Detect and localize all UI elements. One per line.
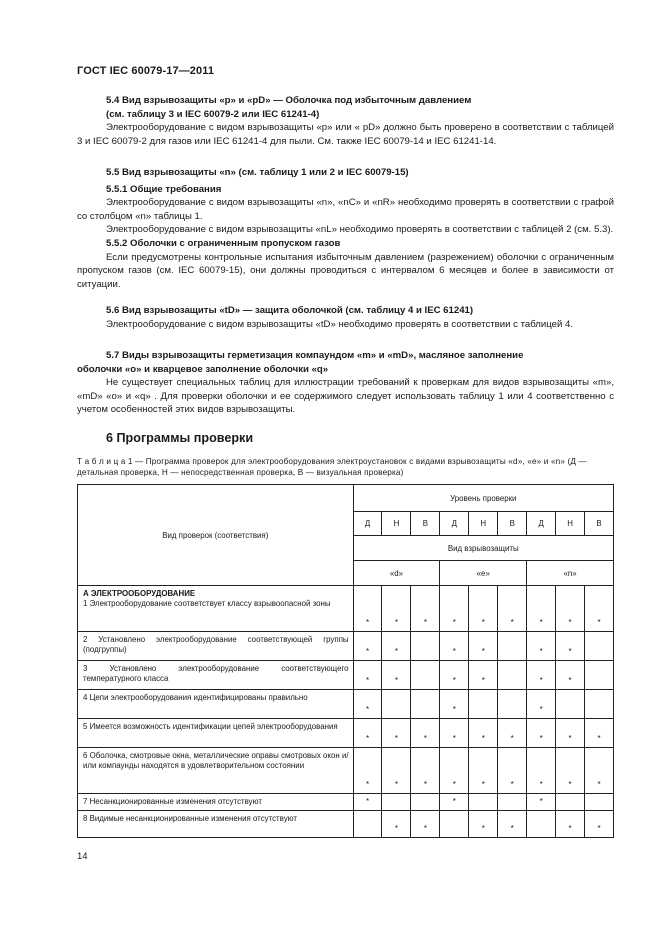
section-a-heading: А ЭЛЕКТРООБОРУДОВАНИЕ <box>83 589 196 598</box>
check-mark: * <box>469 748 498 794</box>
level-code: Д <box>527 512 556 536</box>
table-row <box>78 719 614 748</box>
check-mark: * <box>411 811 440 838</box>
level-code: Н <box>382 512 411 536</box>
table-caption: Т а б л и ц а 1 — Программа проверок для электрооборудования электроустановок с видами взрывозащиты «d», «е» и «n» (Д — детальная проверка, Н — непосредственная проверка, В — визуальная проверка) <box>77 457 587 478</box>
check-mark: * <box>556 661 585 690</box>
check-mark: * <box>469 811 498 838</box>
section-5-7-heading-cont: оболочки «о» и кварцевое заполнение оболочки «q» <box>77 363 329 375</box>
empty-cell <box>411 794 440 811</box>
section-5-7-heading: 5.7 Виды взрывозащиты герметизация компаундом «m» и «mD», масляное заполнение <box>106 350 524 361</box>
empty-cell <box>382 794 411 811</box>
check-mark: * <box>411 719 440 748</box>
table-row <box>78 690 614 719</box>
empty-cell <box>527 811 556 838</box>
table-row <box>78 661 614 690</box>
check-item-text: 6 Оболочка, смотровые окна, металлические оправы смотровых окон и/или компаунды находятся в удовлетворительном состоянии <box>83 751 349 771</box>
check-item-text: 5 Имеется возможность идентификации цепей электрооборудования <box>83 722 338 731</box>
level-code: Н <box>469 512 498 536</box>
level-code: Д <box>353 512 382 536</box>
check-mark: * <box>527 632 556 661</box>
check-mark: * <box>353 794 382 811</box>
check-mark: * <box>353 748 382 794</box>
check-mark: * <box>382 632 411 661</box>
table-row <box>78 794 614 811</box>
section-5-6-heading: 5.6 Вид взрывозащиты «tD» — защита оболочкой (см. таблицу 4 и IEC 61241) <box>106 305 474 316</box>
check-mark: * <box>527 661 556 690</box>
empty-cell <box>411 690 440 719</box>
section-5-4-heading: 5.4 Вид взрывозащиты «р» и «pD» — Оболочка под избыточным давлением <box>106 95 472 106</box>
check-mark: * <box>353 661 382 690</box>
check-item-text: 3 Установлено электрооборудование соответствующего температурного класса <box>83 664 349 684</box>
protection-type-e: «е» <box>440 561 527 586</box>
check-item <box>78 690 354 719</box>
section-5-7-text: Не существует специальных таблиц для иллюстрации требований к проверкам для видов взрывозащиты «m», «mD» «о» и «q» . Для проверки оболочки и ее содержимого следует использовать таблицу 1 или 4 соответственно с учетом особенностей этих видов взрывозащиты. <box>77 377 614 416</box>
check-mark: * <box>353 586 382 632</box>
level-header: Уровень проверки <box>353 485 613 512</box>
check-mark: * <box>498 748 527 794</box>
section-5-5 <box>77 166 614 291</box>
section-5-5-heading: 5.5 Вид взрывозащиты «n» (см. таблицу 1 или 2 и IEC 60079-15) <box>106 167 409 178</box>
check-mark: * <box>498 586 527 632</box>
check-mark: * <box>411 586 440 632</box>
empty-cell <box>440 811 469 838</box>
empty-cell <box>498 690 527 719</box>
check-type-header: Вид проверок (соответствия) <box>78 485 354 586</box>
section-6-heading: 6 Программы проверки <box>106 431 254 445</box>
check-mark: * <box>556 811 585 838</box>
check-mark: * <box>527 719 556 748</box>
protection-type-d: «d» <box>353 561 440 586</box>
check-item-text: 2 Установлено электрооборудование соответствующей группы (подгруппы) <box>83 635 349 655</box>
empty-cell <box>556 690 585 719</box>
check-mark: * <box>382 719 411 748</box>
table-row <box>78 811 614 838</box>
empty-cell <box>411 632 440 661</box>
section-5-5-2-heading: 5.5.2 Оболочки с ограниченным пропуском газов <box>106 237 341 249</box>
check-mark: * <box>440 719 469 748</box>
check-mark: * <box>382 661 411 690</box>
empty-cell <box>498 661 527 690</box>
check-mark: * <box>469 586 498 632</box>
document-code: ГОСТ IEC 60079-17—2011 <box>77 65 215 77</box>
check-item-text: 7 Несанкционированные изменения отсутствуют <box>83 797 262 806</box>
check-mark: * <box>469 632 498 661</box>
empty-cell <box>469 794 498 811</box>
check-mark: * <box>556 748 585 794</box>
check-item <box>78 586 354 632</box>
protection-header: Вид взрывозащиты <box>353 536 613 561</box>
check-mark: * <box>440 690 469 719</box>
check-mark: * <box>556 586 585 632</box>
section-5-5-1-heading: 5.5.1 Общие требования <box>106 183 222 195</box>
level-code: В <box>411 512 440 536</box>
check-mark: * <box>498 719 527 748</box>
section-5-7 <box>77 349 614 417</box>
section-5-4-heading-cont: (см. таблицу 3 и IEC 60079-2 или IEC 61241-4) <box>106 108 320 120</box>
check-mark: * <box>585 811 614 838</box>
check-mark: * <box>440 661 469 690</box>
empty-cell <box>498 794 527 811</box>
empty-cell <box>498 632 527 661</box>
check-item-text: 4 Цепи электрооборудования идентифицированы правильно <box>83 693 308 702</box>
level-code: В <box>585 512 614 536</box>
section-5-5-1-text-1: Электрооборудование с видом взрывозащиты «n», «nC» и «nR» необходимо проверять в соответствии с графой со столбцом «n» таблицы 1. <box>77 197 614 222</box>
check-item <box>78 661 354 690</box>
check-mark: * <box>585 748 614 794</box>
check-mark: * <box>440 748 469 794</box>
section-5-5-2-text: Если предусмотрены контрольные испытания избыточным давлением (разрежением) оболочки с ограниченным пропуском газов (см. IEC 60079-15), они должны проводиться с интервалом 6 месяцев и более в зависимости от ситуации. <box>77 251 614 290</box>
check-mark: * <box>353 690 382 719</box>
level-code: В <box>498 512 527 536</box>
check-mark: * <box>382 586 411 632</box>
check-item <box>78 794 354 811</box>
check-mark: * <box>498 811 527 838</box>
check-mark: * <box>440 586 469 632</box>
section-5-5-1-text-2: Электрооборудование с видом взрывозащиты «nL» необходимо проверять в соответствии с таблицей 2 (см. 5.3). <box>106 224 614 236</box>
table-row <box>78 748 614 794</box>
check-mark: * <box>353 719 382 748</box>
check-item <box>78 811 354 838</box>
page-number: 14 <box>77 851 88 862</box>
check-item <box>78 719 354 748</box>
check-mark: * <box>556 632 585 661</box>
table-row <box>78 586 614 632</box>
section-5-4-text: Электрооборудование с видом взрывозащиты «р» или « pD» должно быть проверено в соответствии с таблицей 3 и IEC 60079-2 для газов или IEC 61241-4 для пыли. См. также IEC 60079-14 и IEC 61241-14. <box>77 122 614 147</box>
level-code: Н <box>556 512 585 536</box>
check-mark: * <box>382 811 411 838</box>
check-mark: * <box>382 748 411 794</box>
empty-cell <box>469 690 498 719</box>
check-item <box>78 632 354 661</box>
empty-cell <box>585 794 614 811</box>
check-mark: * <box>527 586 556 632</box>
section-5-6 <box>77 304 614 331</box>
section-5-4 <box>77 94 614 148</box>
table-row <box>78 632 614 661</box>
check-mark: * <box>469 719 498 748</box>
empty-cell <box>585 661 614 690</box>
check-mark: * <box>527 794 556 811</box>
empty-cell <box>353 811 382 838</box>
empty-cell <box>585 632 614 661</box>
empty-cell <box>585 690 614 719</box>
empty-cell <box>382 690 411 719</box>
check-item-text: 1 Электрооборудование соответствует классу взрывоопасной зоны <box>83 599 331 609</box>
check-item <box>78 748 354 794</box>
check-mark: * <box>585 586 614 632</box>
protection-type-n: «n» <box>527 561 614 586</box>
empty-cell <box>411 661 440 690</box>
empty-cell <box>556 794 585 811</box>
check-mark: * <box>527 748 556 794</box>
section-5-6-text: Электрооборудование с видом взрывозащиты «tD» необходимо проверять в соответствии с таблицей 4. <box>106 318 574 330</box>
check-mark: * <box>353 632 382 661</box>
check-mark: * <box>469 661 498 690</box>
check-mark: * <box>527 690 556 719</box>
check-item-text: 8 Видимые несанкционированные изменения отсутствуют <box>83 814 297 824</box>
check-mark: * <box>440 632 469 661</box>
check-mark: * <box>556 719 585 748</box>
inspection-table <box>77 484 614 838</box>
check-mark: * <box>440 794 469 811</box>
check-mark: * <box>411 748 440 794</box>
level-code: Д <box>440 512 469 536</box>
check-mark: * <box>585 719 614 748</box>
